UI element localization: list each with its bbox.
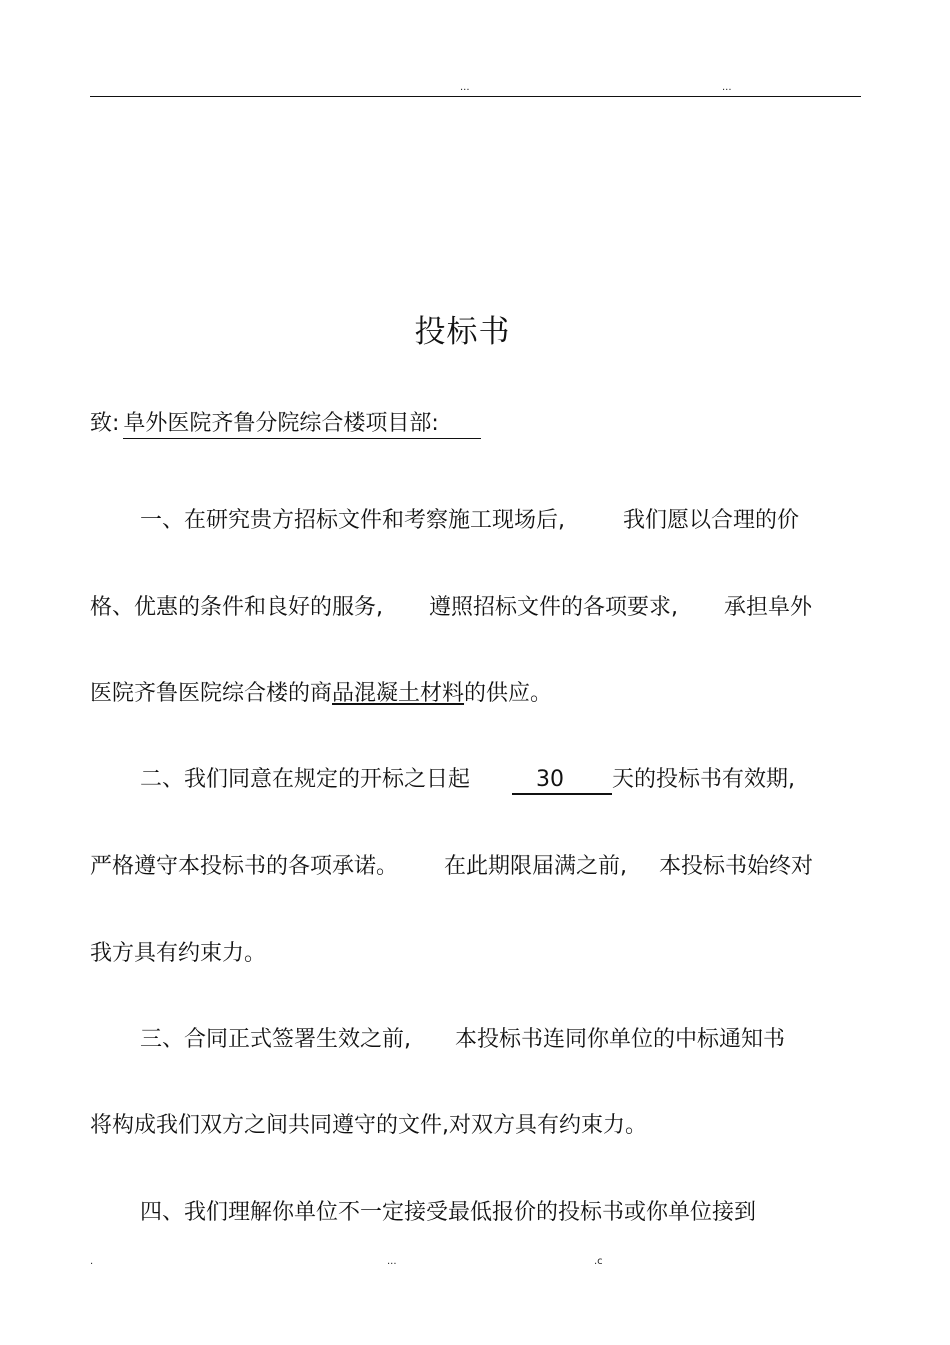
clause1-line2-c: 承担阜外 — [724, 595, 813, 620]
clause2-line1 — [140, 764, 795, 796]
addressee-prefix: 致: — [90, 411, 120, 436]
header-mark-right: ... — [722, 82, 732, 93]
clause1-line1-a: 一、在研究贵方招标文件和考察施工现场后, — [140, 508, 565, 533]
clause1-line3-b: 的供应。 — [464, 681, 553, 706]
clause2-line2-b: 在此期限届满之前, — [444, 854, 628, 879]
clause2-line2-c: 本投标书始终对 — [659, 854, 814, 879]
clause4-line1: 四、我们理解你单位不一定接受最低报价的投标书或你单位接到 — [140, 1200, 757, 1225]
document-title: 投标书 — [414, 314, 511, 350]
addressee-line — [90, 408, 481, 440]
clause1-line1-b: 我们愿以合理的价 — [623, 508, 800, 533]
clause1-line3-a: 医院齐鲁医院综合楼的商 — [90, 681, 333, 706]
clause3-line1 — [140, 1024, 785, 1056]
footer-mark-right: .c — [594, 1256, 603, 1267]
clause3-line1-b: 本投标书连同你单位的中标通知书 — [455, 1027, 786, 1052]
footer-mark-left: . — [90, 1256, 94, 1267]
addressee-recipient: 阜外医院齐鲁分院综合楼项目部: — [123, 410, 481, 439]
clause3-line1-a: 三、合同正式签署生效之前, — [140, 1027, 411, 1052]
clause1-line2-a: 格、优惠的条件和良好的服务, — [90, 595, 383, 620]
clause1-line1 — [140, 505, 799, 537]
clause2-line2 — [90, 851, 813, 883]
clause1-line2 — [90, 592, 812, 624]
clause1-line2-b: 遵照招标文件的各项要求, — [429, 595, 678, 620]
footer-mark-center: ... — [387, 1256, 397, 1267]
header-mark-left: ... — [460, 82, 470, 93]
clause1-line3 — [90, 678, 552, 710]
header-rule — [90, 96, 861, 97]
clause2-line2-a: 严格遵守本投标书的各项承诺。 — [90, 854, 399, 879]
clause2-line1-b: 天的投标书有效期, — [612, 767, 796, 792]
validity-days-value: 30 — [536, 767, 565, 792]
clause2-line1-a: 二、我们同意在规定的开标之日起 — [140, 767, 471, 792]
clause2-line3: 我方具有约束力。 — [90, 941, 267, 966]
clause3-line2: 将构成我们双方之间共同遵守的文件,对双方具有约束力。 — [90, 1113, 647, 1138]
clause1-line3-underlined: 品混凝土材料 — [332, 681, 465, 706]
validity-days-blank — [512, 767, 612, 795]
